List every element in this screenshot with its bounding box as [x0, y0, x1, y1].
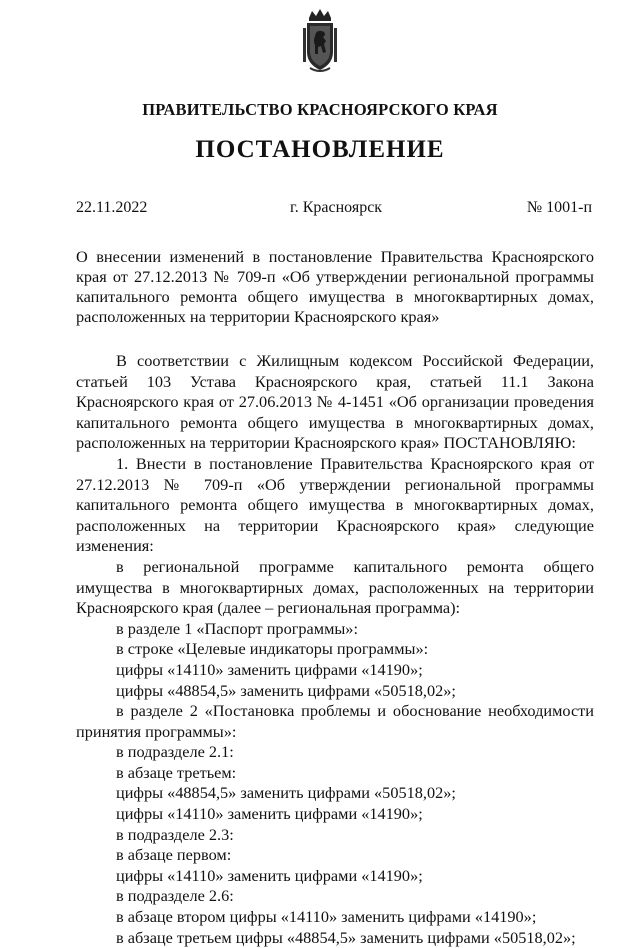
amendment-line: цифры «48854,5» заменить цифрами «50518,02»;	[116, 783, 456, 803]
amendment-line: в строке «Целевые индикаторы программы»:	[116, 639, 429, 659]
amendment-line: цифры «48854,5» заменить цифрами «50518,02»;	[116, 680, 456, 700]
amendment-line: в абзаце первом:	[116, 845, 232, 865]
document-date: 22.11.2022	[76, 199, 148, 216]
amendment-line: в абзаце третьем:	[116, 762, 237, 782]
amendment-line: цифры «14110» заменить цифрами «14190»;	[116, 865, 423, 885]
document-type-title: ПОСТАНОВЛЕНИЕ	[195, 136, 445, 163]
document-body	[76, 351, 594, 948]
amendment-line: в подразделе 2.3:	[116, 824, 234, 844]
amendment-line: в подразделе 2.1:	[116, 742, 234, 762]
krasnoyarsk-coat-of-arms-icon	[300, 8, 340, 74]
amendment-line: цифры «14110» заменить цифрами «14190»;	[116, 659, 423, 679]
item-1-paragraph: 1. Внести в постановление Правительства Красноярского края от 27.12.2013 № 709-п «Об утверждении региональной программы капитального ремонта общего имущества в многоквартирных домах, расположенных на территории Красноярского края» следующие изменения:	[76, 453, 594, 556]
preamble-paragraph: В соответствии с Жилищным кодексом Российской Федерации, статьей 103 Устава Красноярского края, статьей 11.1 Закона Красноярского края от 27.06.2013 № 4-1451 «Об организации проведения капитального ремонта общего имущества в многоквартирных домах, расположенных на территории Красноярского края» ПОСТАНОВЛЯЮ:	[76, 351, 594, 453]
amendment-line: цифры «14110» заменить цифрами «14190»;	[116, 804, 423, 824]
document-city: г. Красноярск	[289, 199, 383, 216]
government-title: ПРАВИТЕЛЬСТВО КРАСНОЯРСКОГО КРАЯ	[142, 100, 498, 119]
amendment-line: в подразделе 2.6:	[116, 886, 234, 906]
amendment-line: в разделе 1 «Паспорт программы»:	[116, 618, 358, 638]
amendment-line: в абзаце третьем цифры «48854,5» заменить цифрами «50518,02»;	[116, 927, 576, 947]
amendment-line: в абзаце втором цифры «14110» заменить цифрами «14190»;	[116, 907, 537, 927]
regional-program-paragraph: в региональной программе капитального ремонта общего имущества в многоквартирных домах, расположенных на территории Красноярского края (далее – региональная программа):	[76, 556, 594, 618]
document-subject: О внесении изменений в постановление Правительства Красноярского края от 27.12.2013 № 709-п «Об утверждении региональной программы капитального ремонта общего имущества в многоквартирных домах, расположенных на территории Красноярского края»	[76, 247, 594, 326]
document-number: № 1001-п	[526, 199, 592, 216]
section-2-paragraph: в разделе 2 «Постановка проблемы и обоснование необходимости принятия программы»:	[76, 701, 594, 741]
